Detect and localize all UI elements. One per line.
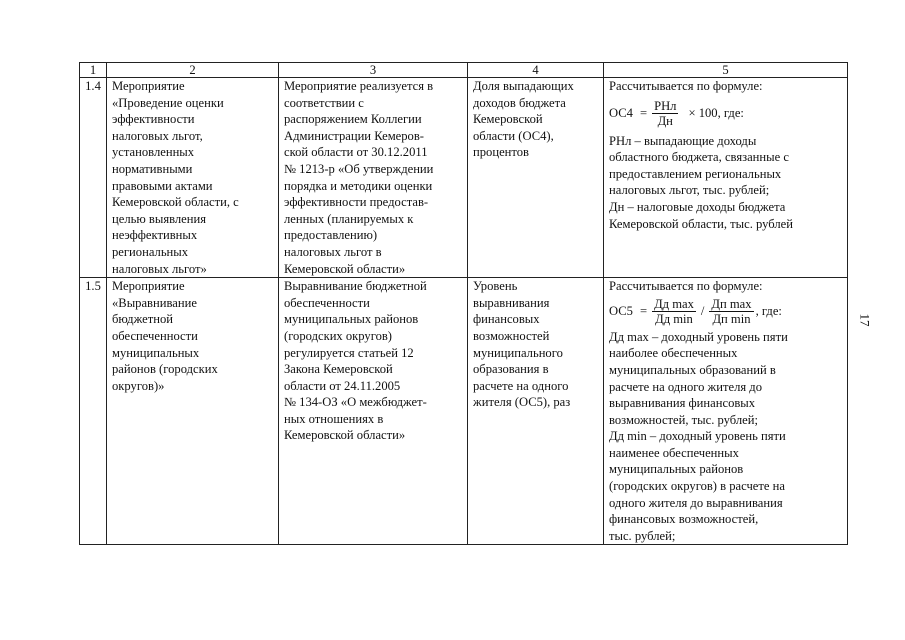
formula-intro: Рассчитывается по формуле: — [609, 79, 763, 93]
formula-explanation: РНл – выпадающие доходы областного бюджета, связанные с предоставлением региональных налоговых льгот, тыс. рублей; Дн – налоговые доходы бюджета Кемеровской области, тыс. рублей — [609, 133, 794, 231]
header-col-3: 3 — [279, 63, 468, 78]
table-row — [80, 278, 848, 545]
header-row — [80, 63, 848, 78]
description-cell: Мероприятие реализуется в соответствии с распоряжением Коллегии Администрации Кемеров- ской области от 30.12.2011 № 1213-р «Об утверждении порядка и методики оценки эффективности предостав- ленных (планируемых к предоставлению) налоговых льгот в Кемеровской области» — [279, 78, 468, 278]
header-col-1: 1 — [80, 63, 107, 78]
formula-explanation: Дд max – доходный уровень пяти наиболее обеспеченных муниципальных образований в расчете на одного жителя до выравнивания финансовых возможностей, тыс. рублей; Дд min – доходный уровень пяти наименее обеспеченных муниципальных районов (городских округов) в расчете на одного жителя до выравнивания финансовых возможностей, тыс. рублей; — [609, 329, 788, 543]
page-number: 17 — [857, 313, 873, 327]
description-cell: Выравнивание бюджетной обеспеченности муниципальных районов (городских округов) регулируется статьей 12 Закона Кемеровской области от 24.11.2005 № 134-ОЗ «О межбюджет- ных отношениях в Кемеровской области» — [279, 278, 468, 545]
fraction-numerator: Дп max — [711, 297, 752, 312]
fraction-numerator: РНл — [654, 99, 677, 114]
fraction-numerator: Дд max — [654, 297, 694, 312]
header-col-4: 4 — [468, 63, 604, 78]
fraction — [652, 99, 678, 128]
formula-cell — [604, 278, 848, 545]
formula-tail: × 100, где: — [688, 106, 744, 121]
formula-equals: = — [639, 304, 648, 319]
fraction-denominator: Дп min — [712, 312, 751, 327]
formula-intro: Рассчитывается по формуле: — [609, 279, 763, 294]
indicator-cell: Уровень выравнивания финансовых возможностей муниципального образования в расчете на одного жителя (ОС5), раз — [468, 278, 604, 545]
formula — [609, 95, 843, 133]
event-cell: Мероприятие «Выравнивание бюджетной обеспеченности муниципальных районов (городских округов)» — [107, 278, 279, 545]
fraction-denominator: Дд min — [655, 312, 693, 327]
formula-equals: = — [639, 106, 648, 121]
formula — [609, 295, 843, 329]
row-number: 1.4 — [80, 78, 107, 278]
fraction-denominator: Дн — [657, 114, 673, 129]
event-cell: Мероприятие «Проведение оценки эффективности налоговых льгот, установленных нормативными правовыми актами Кемеровской области, с целью выявления неэффективных региональных налоговых льгот» — [107, 78, 279, 278]
row-number: 1.5 — [80, 278, 107, 545]
formula-name: ОС4 — [609, 106, 633, 121]
fraction — [709, 297, 753, 326]
formula-separator: / — [700, 304, 705, 319]
fraction — [652, 297, 696, 326]
indicator-table — [79, 62, 848, 545]
table-row — [80, 78, 848, 278]
indicator-cell: Доля выпадающих доходов бюджета Кемеровской области (ОС4), процентов — [468, 78, 604, 278]
formula-cell — [604, 78, 848, 278]
header-col-2: 2 — [107, 63, 279, 78]
formula-tail: , где: — [755, 304, 782, 319]
formula-name: ОС5 — [609, 304, 633, 319]
header-col-5: 5 — [604, 63, 848, 78]
